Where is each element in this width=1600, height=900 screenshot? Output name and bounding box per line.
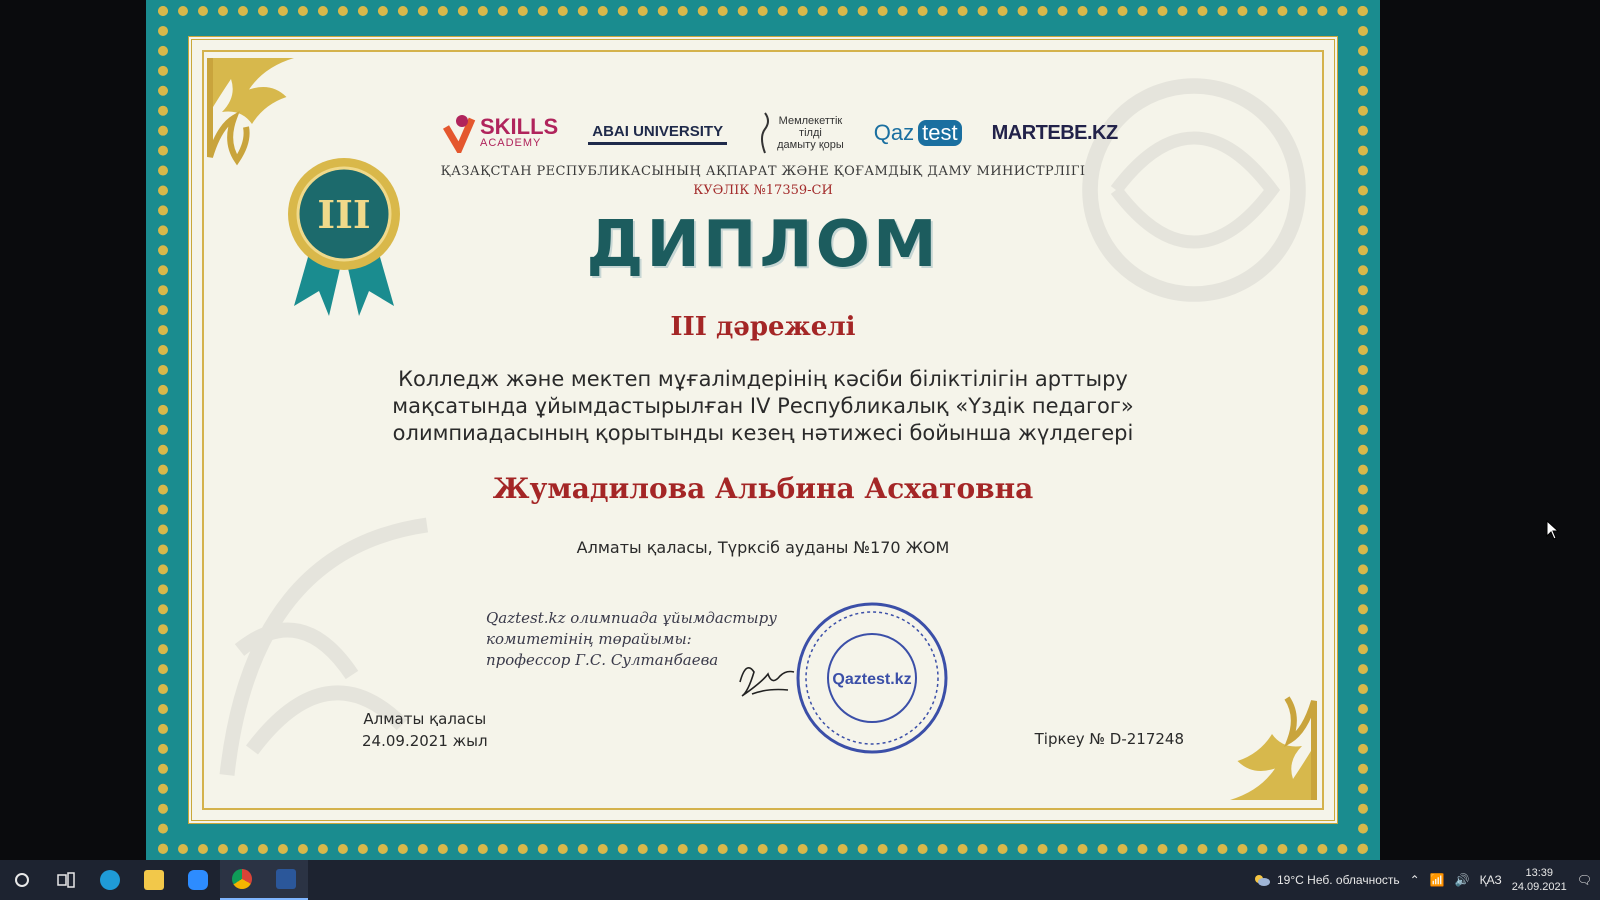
start-icon [14, 872, 30, 888]
chrome-icon [232, 869, 252, 889]
skills-academy-icon [442, 113, 476, 153]
committee-line: комитетінің төрайымы: [486, 630, 692, 648]
taskbar-app-zoom[interactable] [176, 860, 220, 900]
ministry-line: ҚАЗАҚСТАН РЕСПУБЛИКАСЫНЫҢ АҚПАРАТ ЖӘНЕ ҚОҒАМДЫҚ ДАМУ МИНИСТРЛІГІ [440, 164, 1086, 179]
medal-label: III [317, 192, 371, 237]
system-tray [1253, 860, 1600, 900]
description-line: мақсатында ұйымдастырылған IV Республикалық «Үздік педагог» [392, 394, 1134, 418]
martebe-logo: MARTEBE.KZ [991, 121, 1118, 144]
skills-logo-subtext: ACADEMY [480, 137, 542, 149]
license-number: КУӘЛІК №17359-СИ [693, 183, 833, 198]
taskbar-app-file-explorer[interactable] [132, 860, 176, 900]
mouse-cursor-icon [1546, 520, 1560, 540]
issue-date: 24.09.2021 жыл [362, 732, 488, 750]
registration-number: Тіркеу № D-217248 [1034, 730, 1184, 748]
language-fund-text [777, 115, 844, 151]
cloud-sun-icon [1253, 873, 1271, 887]
qaztest-logo [874, 120, 962, 146]
edge-icon [100, 870, 120, 890]
clock-time: 13:39 [1525, 867, 1553, 879]
task-view-icon [57, 872, 75, 888]
language-fund-line: тілді [799, 127, 822, 139]
stamp-text: Qaztest.kz [832, 671, 912, 688]
abai-logo-text: ABAI UNIVERSITY [588, 121, 727, 145]
corner-ornament [1170, 656, 1320, 806]
partner-logos [442, 98, 1122, 168]
language-fund-logo [757, 111, 844, 155]
recipient-school: Алматы қаласы, Түрксіб ауданы №170 ЖОМ [576, 538, 950, 557]
zoom-icon [188, 870, 208, 890]
degree-label: III дәрежелі [670, 312, 856, 342]
language-fund-line: дамыту қоры [777, 139, 844, 151]
skills-academy-logo [442, 113, 558, 153]
notifications-icon[interactable]: 🗨 [1576, 873, 1592, 887]
weather-widget[interactable] [1253, 873, 1400, 887]
description-line: Колледж және мектеп мұғалімдерінің кәсіби біліктілігін арттыру [398, 367, 1128, 391]
committee-line: Qaztest.kz олимпиада ұйымдастыру [486, 609, 777, 627]
taskbar-app-edge[interactable] [88, 860, 132, 900]
clock-date: 24.09.2021 [1511, 881, 1567, 893]
language-indicator[interactable]: ҚАЗ [1479, 873, 1502, 887]
file-explorer-icon [144, 870, 164, 890]
skills-logo-text: SKILLS [480, 114, 559, 139]
certificate [146, 0, 1380, 860]
qaztest-logo-badge: test [918, 120, 961, 146]
certificate-page [188, 36, 1338, 824]
network-icon[interactable]: 📶 [1429, 873, 1445, 887]
qaztest-logo-text: Qaz [873, 120, 915, 145]
description-line: олимпиадасының қорытынды кезең нәтижесі бойынша жүлдегері [392, 421, 1134, 445]
recipient-name: Жумадилова Альбина Асхатовна [492, 472, 1034, 505]
issue-place-date [362, 708, 488, 752]
award-description [342, 366, 1184, 447]
taskbar-app-chrome[interactable] [220, 860, 264, 900]
volume-icon[interactable]: 🔊 [1454, 873, 1470, 887]
abai-university-logo [588, 121, 727, 145]
task-view-button[interactable] [44, 860, 88, 900]
language-fund-line: Мемлекеттік [778, 115, 843, 127]
start-button[interactable] [0, 860, 44, 900]
taskbar-app-word[interactable] [264, 860, 308, 900]
language-fund-icon [757, 111, 773, 155]
taskbar [0, 860, 1600, 900]
weather-text: 19°C Неб. облачность [1277, 873, 1400, 887]
diploma-title: ДИПЛОМ [586, 208, 940, 282]
chevron-up-icon[interactable]: ⌃ [1409, 873, 1420, 887]
handwritten-signature [732, 652, 802, 702]
committee-line: профессор Г.С. Султанбаева [486, 651, 719, 669]
issue-city: Алматы қаласы [363, 710, 487, 728]
official-stamp [794, 600, 950, 756]
word-icon [276, 869, 296, 889]
clock[interactable] [1512, 866, 1567, 894]
